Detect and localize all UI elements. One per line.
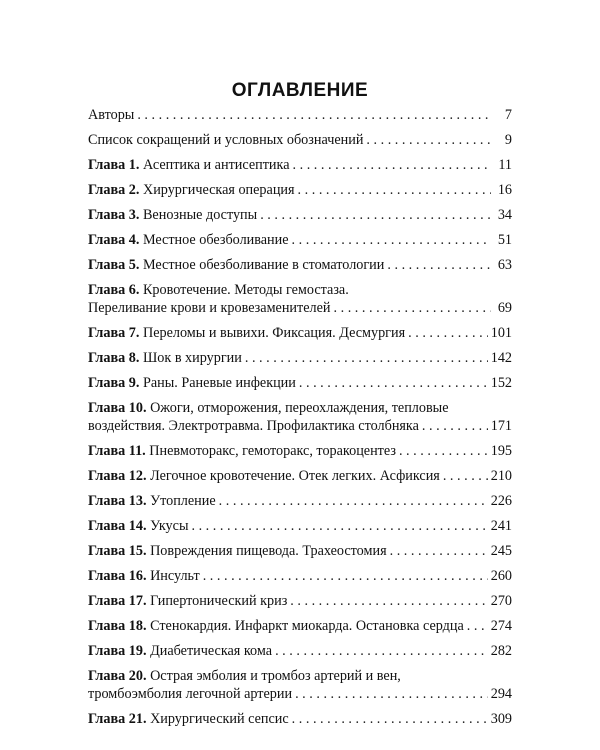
dot-leader <box>334 299 492 317</box>
toc-entry[interactable] <box>88 231 512 249</box>
chapter-number: Глава 11. <box>88 443 146 459</box>
toc-entry[interactable] <box>88 181 512 199</box>
toc-entry[interactable] <box>88 467 512 485</box>
page-number: 16 <box>497 182 512 198</box>
page-number: 245 <box>490 543 512 559</box>
page-number: 294 <box>490 686 512 702</box>
page-number: 270 <box>490 593 512 609</box>
dot-leader <box>260 206 491 224</box>
page-number: 226 <box>490 493 512 509</box>
entry-title: Переливание крови и кровезаменителей <box>88 300 331 316</box>
toc-entry[interactable] <box>88 399 512 435</box>
chapter-number: Глава 15. <box>88 543 147 559</box>
page-number: 11 <box>498 157 512 173</box>
chapter-number: Глава 20. <box>88 668 147 684</box>
entry-title: Хирургический сепсис <box>150 711 289 727</box>
dot-leader <box>387 256 491 274</box>
chapter-number: Глава 6. <box>88 282 140 298</box>
entry-title: Диабетическая кома <box>150 643 273 659</box>
toc-entry[interactable] <box>88 492 512 510</box>
entry-title: Местное обезболивание в стоматологии <box>142 257 385 273</box>
entry-title: Острая эмболия и тромбоз артерий и вен, <box>150 668 401 684</box>
dot-leader <box>203 567 488 585</box>
toc-entry[interactable] <box>88 710 512 728</box>
entry-title: Утопление <box>150 493 216 509</box>
entry-title: Повреждения пищевода. Трахеостомия <box>150 543 387 559</box>
toc-entry[interactable] <box>88 567 512 585</box>
toc-entry[interactable] <box>88 667 512 703</box>
dot-leader <box>191 517 487 535</box>
entry-title: тромбоэмболия легочной артерии <box>88 686 293 702</box>
entry-title: Шок в хирургии <box>142 350 242 366</box>
entry-title: Пневмоторакс, гемоторакс, торакоцентез <box>149 443 396 459</box>
toc-entry[interactable] <box>88 517 512 535</box>
toc-entry[interactable] <box>88 592 512 610</box>
toc-entry[interactable] <box>88 349 512 367</box>
page-number: 171 <box>490 418 512 434</box>
page-title: ОГЛАВЛЕНИЕ <box>231 80 369 101</box>
page-number: 282 <box>490 643 512 659</box>
chapter-number: Глава 8. <box>88 350 140 366</box>
toc-entry[interactable] <box>88 617 512 635</box>
entry-title: Гипертонический криз <box>150 593 288 609</box>
page-number: 9 <box>504 132 512 148</box>
entry-title: Переломы и вывихи. Фиксация. Десмургия <box>142 325 406 341</box>
toc-entry[interactable] <box>88 256 512 274</box>
chapter-number: Глава 1. <box>88 157 140 173</box>
page-number: 101 <box>490 325 512 341</box>
page-number: 63 <box>497 257 512 273</box>
dot-leader <box>295 685 488 703</box>
page-number: 51 <box>497 232 512 248</box>
dot-leader <box>290 592 487 610</box>
chapter-number: Глава 18. <box>88 618 147 634</box>
chapter-number: Глава 10. <box>88 400 147 416</box>
chapter-number: Глава 4. <box>88 232 140 248</box>
dot-leader <box>408 324 488 342</box>
dot-leader <box>399 442 488 460</box>
dot-leader <box>366 131 491 149</box>
page-number: 309 <box>490 711 512 727</box>
entry-title: Стенокардия. Инфаркт миокарда. Остановка сердца <box>150 618 464 634</box>
entry-title: Укусы <box>150 518 189 534</box>
dot-leader <box>443 467 488 485</box>
dot-leader <box>245 349 488 367</box>
chapter-number: Глава 19. <box>88 643 147 659</box>
entry-title: Венозные доступы <box>142 207 258 223</box>
page-number: 152 <box>490 375 512 391</box>
page-number: 34 <box>497 207 512 223</box>
entry-title: воздействия. Электротравма. Профилактика столбняка <box>88 418 419 434</box>
page-number: 69 <box>497 300 512 316</box>
chapter-number: Глава 9. <box>88 375 140 391</box>
toc-entry[interactable] <box>88 442 512 460</box>
entry-title: Асептика и антисептика <box>142 157 290 173</box>
toc-entry[interactable] <box>88 281 512 317</box>
dot-leader <box>137 106 491 124</box>
entry-title: Список сокращений и условных обозначений <box>88 132 364 148</box>
dot-leader <box>275 642 488 660</box>
entry-title: Ожоги, отморожения, переохлаждения, тепловые <box>150 400 449 416</box>
entry-title: Раны. Раневые инфекции <box>142 375 296 391</box>
chapter-number: Глава 21. <box>88 711 147 727</box>
toc-entry[interactable] <box>88 131 512 149</box>
chapter-number: Глава 3. <box>88 207 140 223</box>
page-number: 274 <box>490 618 512 634</box>
page-number: 241 <box>490 518 512 534</box>
toc-entry[interactable] <box>88 324 512 342</box>
entry-title: Местное обезболивание <box>142 232 289 248</box>
chapter-number: Глава 12. <box>88 468 147 484</box>
page-number: 210 <box>490 468 512 484</box>
dot-leader <box>219 492 488 510</box>
entry-title: Кровотечение. Методы гемостаза. <box>142 282 349 298</box>
dot-leader <box>292 231 491 249</box>
toc-entry[interactable] <box>88 542 512 560</box>
dot-leader <box>422 417 488 435</box>
toc-entry[interactable] <box>88 374 512 392</box>
dot-leader <box>299 374 488 392</box>
dot-leader <box>390 542 488 560</box>
chapter-number: Глава 2. <box>88 182 140 198</box>
chapter-number: Глава 17. <box>88 593 147 609</box>
entry-title: Авторы <box>88 107 135 123</box>
page-number: 7 <box>504 107 512 123</box>
chapter-number: Глава 7. <box>88 325 140 341</box>
toc-entry[interactable] <box>88 106 512 124</box>
chapter-number: Глава 14. <box>88 518 147 534</box>
page-number: 195 <box>490 443 512 459</box>
dot-leader <box>293 156 492 174</box>
chapter-number: Глава 16. <box>88 568 147 584</box>
page-number: 260 <box>490 568 512 584</box>
toc-entry[interactable] <box>88 156 512 174</box>
page-number: 142 <box>490 350 512 366</box>
entry-title: Хирургическая операция <box>142 182 295 198</box>
chapter-number: Глава 5. <box>88 257 140 273</box>
entry-title: Инсульт <box>150 568 200 584</box>
dot-leader <box>298 181 491 199</box>
toc-entry[interactable] <box>88 642 512 660</box>
dot-leader <box>467 617 488 635</box>
chapter-number: Глава 13. <box>88 493 147 509</box>
dot-leader <box>292 710 488 728</box>
toc-entry[interactable] <box>88 206 512 224</box>
entry-title: Легочное кровотечение. Отек легких. Асфиксия <box>150 468 440 484</box>
